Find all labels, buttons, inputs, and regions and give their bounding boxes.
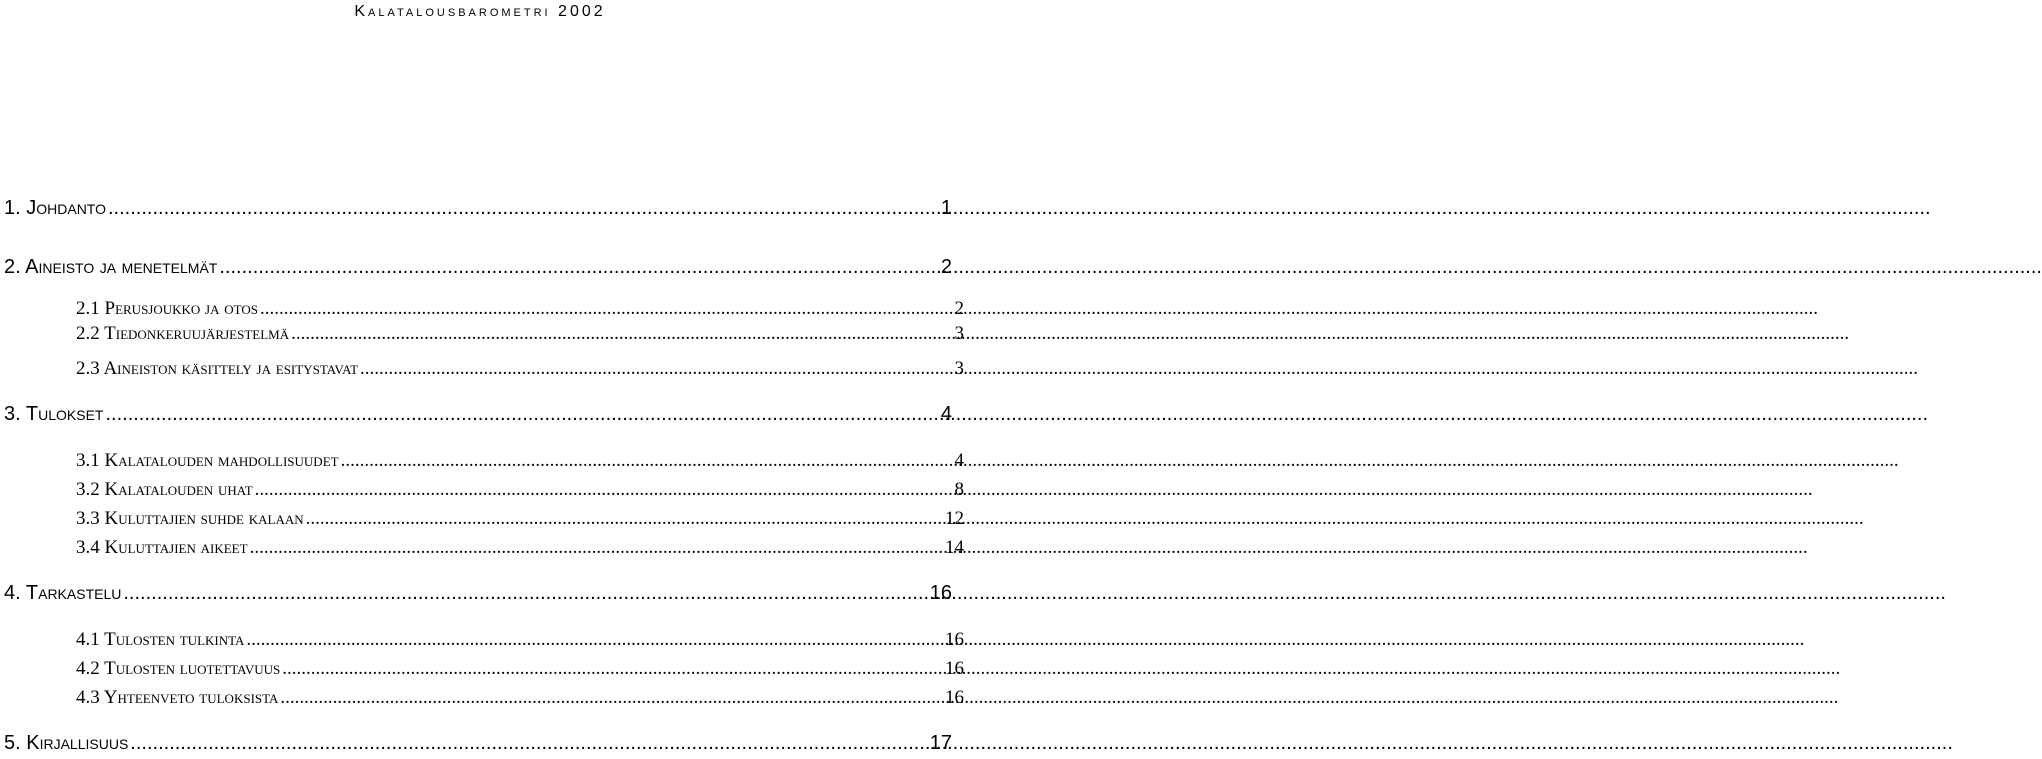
toc-entry-title: Kuluttajien aikeet bbox=[104, 537, 248, 558]
toc-entry-number: 1. bbox=[4, 197, 21, 219]
toc-entry-page: 2 bbox=[940, 256, 952, 278]
toc-entry-label bbox=[76, 508, 306, 530]
toc-entry-page: 3 bbox=[954, 323, 964, 344]
toc-entry-aineisto[interactable] bbox=[4, 256, 952, 280]
toc-entry-tarkastelu[interactable] bbox=[4, 582, 952, 606]
dot-leader bbox=[260, 298, 953, 320]
toc-entry-label bbox=[76, 323, 291, 345]
toc-entry-suhde[interactable] bbox=[76, 508, 964, 530]
toc-entry-kirjallisuus[interactable] bbox=[4, 732, 952, 756]
toc-entry-tulokset[interactable] bbox=[4, 403, 952, 427]
toc-entry-number: 2.1 bbox=[76, 298, 100, 319]
toc-entry-label bbox=[76, 687, 280, 709]
toc-entry-number: 3.3 bbox=[76, 508, 100, 529]
toc-entry-page: 1 bbox=[940, 197, 952, 219]
toc-entry-title: Johdanto bbox=[26, 197, 106, 219]
toc-entry-page: 16 bbox=[945, 687, 964, 708]
toc-entry-number: 2. bbox=[4, 256, 21, 278]
toc-entry-title: Tulosten tulkinta bbox=[104, 629, 245, 650]
toc-entry-label bbox=[4, 582, 123, 605]
toc-entry-number: 4.2 bbox=[76, 658, 100, 679]
dot-leader bbox=[108, 197, 939, 220]
toc-entry-title: Aineisto ja menetelmät bbox=[25, 256, 218, 278]
toc-entry-title: Kalatalouden mahdollisuudet bbox=[104, 450, 339, 471]
toc-entry-label bbox=[76, 537, 250, 559]
dot-leader bbox=[280, 687, 943, 709]
toc-entry-title: Yhteenveto tuloksista bbox=[103, 687, 279, 708]
toc-entry-page: 16 bbox=[929, 582, 952, 604]
toc-entry-luotettavuus[interactable] bbox=[76, 658, 964, 680]
dot-leader bbox=[341, 450, 953, 472]
toc-entry-johdanto[interactable] bbox=[4, 197, 952, 221]
toc-entry-label bbox=[76, 450, 341, 472]
dot-leader bbox=[130, 732, 927, 755]
toc-entry-page: 3 bbox=[954, 358, 964, 379]
toc-entry-number: 5. bbox=[4, 732, 21, 754]
toc-entry-number: 3.2 bbox=[76, 479, 100, 500]
toc-entry-tiedonkeruu[interactable] bbox=[76, 323, 964, 345]
toc-entry-number: 3.4 bbox=[76, 537, 100, 558]
dot-leader bbox=[123, 582, 927, 605]
dot-leader bbox=[255, 479, 953, 501]
toc-entry-page: 16 bbox=[945, 658, 964, 679]
toc-entry-uhat[interactable] bbox=[76, 479, 964, 501]
toc-entry-title: Kalatalouden uhat bbox=[104, 479, 253, 500]
dot-leader bbox=[282, 658, 943, 680]
dot-leader bbox=[291, 323, 952, 345]
toc-entry-label bbox=[76, 479, 255, 501]
toc-entry-title: Tarkastelu bbox=[25, 582, 122, 604]
toc-entry-page: 2 bbox=[954, 298, 964, 319]
toc-entry-page: 16 bbox=[945, 629, 964, 650]
toc-entry-page: 12 bbox=[945, 508, 964, 529]
toc-entry-kasittely[interactable] bbox=[76, 358, 964, 380]
toc-entry-page: 14 bbox=[945, 537, 964, 558]
toc-entry-number: 3. bbox=[4, 403, 21, 425]
dot-leader bbox=[250, 537, 943, 559]
toc-entry-page: 4 bbox=[954, 450, 964, 471]
toc-entry-number: 2.3 bbox=[76, 358, 100, 379]
toc-entry-title: Aineiston käsittely ja esitystavat bbox=[103, 358, 359, 379]
dot-leader bbox=[219, 256, 939, 279]
toc-entry-page: 17 bbox=[929, 732, 952, 754]
toc-entry-label bbox=[76, 658, 282, 680]
toc-entry-number: 4.3 bbox=[76, 687, 100, 708]
toc-entry-perusjoukko[interactable] bbox=[76, 298, 964, 320]
toc-entry-title: Kirjallisuus bbox=[26, 732, 129, 754]
dot-leader bbox=[105, 403, 938, 426]
toc-entry-number: 2.2 bbox=[76, 323, 100, 344]
toc-entry-title: Tulokset bbox=[25, 403, 104, 425]
running-header: Kalatalousbarometri 2002 bbox=[354, 3, 606, 20]
toc-entry-title: Kuluttajien suhde kalaan bbox=[104, 508, 304, 529]
toc-entry-number: 4.1 bbox=[76, 629, 100, 650]
toc-entry-number: 3.1 bbox=[76, 450, 100, 471]
toc-entry-mahdollisuudet[interactable] bbox=[76, 450, 964, 472]
toc-entry-title: Tiedonkeruujärjestelmä bbox=[104, 323, 290, 344]
toc-entry-label bbox=[76, 358, 360, 380]
toc-entry-label bbox=[4, 732, 130, 755]
toc-entry-number: 4. bbox=[4, 582, 21, 604]
toc-entry-aikeet[interactable] bbox=[76, 537, 964, 559]
toc-entry-label bbox=[76, 298, 260, 320]
toc-entry-label bbox=[4, 403, 105, 426]
toc-entry-title: Perusjoukko ja otos bbox=[104, 298, 258, 319]
toc-entry-page: 8 bbox=[954, 479, 964, 500]
toc-entry-page: 4 bbox=[940, 403, 952, 425]
toc-entry-label bbox=[4, 256, 219, 279]
toc-entry-tulkinta[interactable] bbox=[76, 629, 964, 651]
toc-entry-title: Tulosten luotettavuus bbox=[104, 658, 281, 679]
toc-entry-label bbox=[4, 197, 108, 220]
dot-leader bbox=[246, 629, 943, 651]
dot-leader bbox=[360, 358, 952, 380]
toc-entry-label bbox=[76, 629, 246, 651]
dot-leader bbox=[306, 508, 943, 530]
toc-entry-yhteenveto[interactable] bbox=[76, 687, 964, 709]
